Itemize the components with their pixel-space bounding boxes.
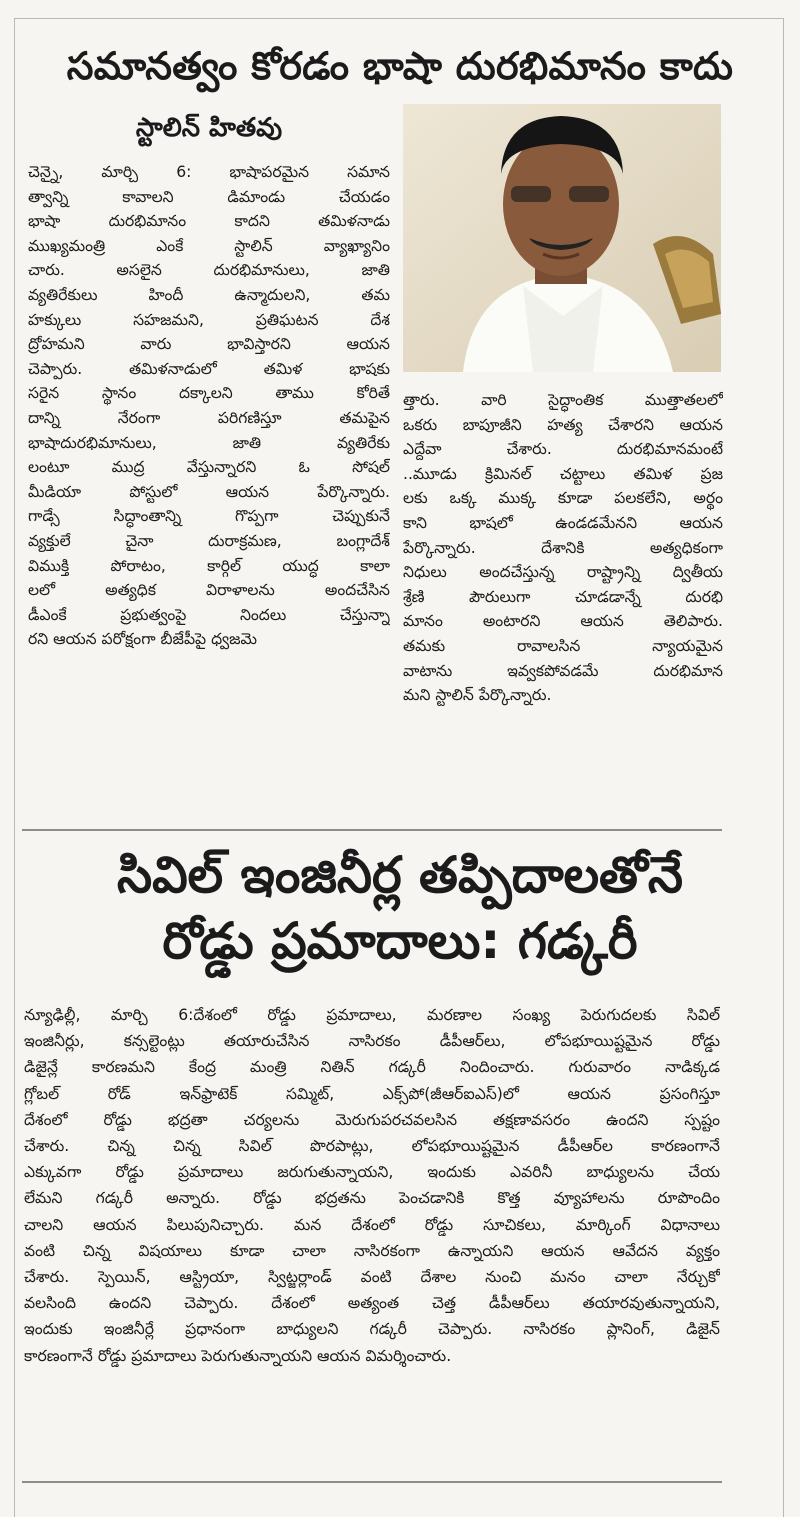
story1-text-line: చెన్నై, మార్చి 6: భాషాపరమైన సమాన xyxy=(28,163,390,181)
story1-column-2 xyxy=(403,388,723,708)
story1-text-line: గాడ్సే సిద్ధాంతాన్ని గొప్పగా చెప్పుకునే xyxy=(28,507,390,526)
story2-text-line: చేశారు. స్పెయిన్, ఆస్ట్రియా, స్విట్జర్లాండ్ వంటి దేశాల నుంచి మనం చాలా నేర్చుకో xyxy=(24,1268,720,1287)
story2-text-line: ఇందుకు ఇంజినీర్లే ప్రధానంగా బాధ్యులని గడ్కరీ చెప్పారు. నాసిరకం ప్లానింగ్, డిజైన్ xyxy=(24,1320,720,1339)
story1-text-line: ద్రోహమని వారు భావిస్తారని ఆయన xyxy=(28,335,390,354)
story2-text-line: గ్లోబల్ రోడ్ ఇన్‌ఫ్రాటెక్ సమ్మిట్, ఎక్స్‌పో(జీఆర్ఐఎస్)లో ఆయన ప్రసంగిస్తూ xyxy=(24,1084,720,1103)
story2-text-line: లేమని గడ్కరీ అన్నారు. రోడ్డు భద్రతను పెంచడానికి కొత్త వ్యూహాలను రూపొందిం xyxy=(24,1189,720,1208)
story1-text-line: శ్రేణి పౌరులుగా చూడడాన్నే దురభి xyxy=(403,587,723,606)
story1-headline: సమానత్వం కోరడం భాషా దురభిమానం కాదు xyxy=(66,44,734,88)
story1-text-line: విముక్తి పోరాటం, కార్గిల్ యుద్ధ కాలా xyxy=(28,556,390,575)
story1-text-line: వాటాను ఇవ్వకపోవడమే దురభిమాన xyxy=(403,661,723,680)
story1-subhead: స్టాలిన్ హితవు xyxy=(135,113,283,143)
portrait-photo-icon xyxy=(403,104,721,372)
story2-text-line: చాలని ఆయన పిలుపునిచ్చారు. మన దేశంలో రోడ్డు సూచికలు, మార్కింగ్ విధానాలు xyxy=(24,1215,720,1234)
story1-text-line: భాషాదురభిమానులు, జాతి వ్యతిరేకు xyxy=(28,433,390,452)
story1-text-line: ..మూడు క్రిమినల్ చట్టాలు తమిళ ప్రజ xyxy=(403,464,723,483)
story1-text-line: ముఖ్యమంత్రి ఎంకే స్టాలిన్ వ్యాఖ్యానిం xyxy=(28,236,390,255)
story2-text-line: ఎక్కువగా రోడ్డు ప్రమాదాలు జరుగుతున్నాయని, ఇందుకు ఎవరినీ బాధ్యులను చేయ xyxy=(24,1163,720,1182)
story1-text-line: మీడియా పోస్టులో ఆయన పేర్కొన్నారు. xyxy=(28,482,390,501)
story1-text-line: పేర్కొన్నారు. దేశానికి అత్యధికంగా xyxy=(403,538,723,557)
story1-text-line: వ్యక్తులే చైనా దురాక్రమణ, బంగ్లాదేశ్ xyxy=(28,531,390,550)
story1-text-line: ఒకరు బాపూజీని హత్య చేశారని ఆయన xyxy=(403,415,723,434)
story1-text-line: హక్కులు సహజమని, ప్రతిఘటన దేశ xyxy=(28,310,390,329)
story1-text-line: రని ఆయన పరోక్షంగా బీజేపీపై ధ్వజమె xyxy=(28,630,258,649)
story2-headline-line-2: రోడ్డు ప్రమాదాలు: గడ్కరీ xyxy=(162,912,638,970)
story2-text-line: చేశారు. చిన్న చిన్న సివిల్ పొరపాట్లు, లోపభూయిష్టమైన డీపీఆర్‌ల కారణంగానే xyxy=(24,1137,720,1156)
story1-text-line: కాని భాషలో ఉండడమేనని ఆయన xyxy=(403,513,723,532)
story1-text-line: మని స్టాలిన్ పేర్కొన్నారు. xyxy=(403,686,552,705)
story1-text-line: చెప్పారు. తమిళనాడులో తమిళ భాషకు xyxy=(28,359,390,378)
story1-text-line: దాన్ని నేరంగా పరిగణిస్తూ తమపైన xyxy=(28,408,390,427)
story1-text-line: వ్యతిరేకులు హిందీ ఉన్మాదులని, తమ xyxy=(28,285,390,304)
story1-text-line: డీఎంకే ప్రభుత్వంపై నిందలు చేస్తున్నా xyxy=(28,605,390,624)
story1-column-1 xyxy=(28,160,390,652)
story1-text-line: లంటూ ముద్ర వేస్తున్నారని ఓ సోషల్ xyxy=(28,458,390,477)
story1-text-line: లకు ఒక్క ముక్క కూడా పలకలేని, అర్థం xyxy=(403,489,723,508)
story2-text-line: వంటి చిన్న విషయాలు కూడా చాలా నాసిరకంగా ఉన్నాయని ఆయన ఆవేదన వ్యక్తం xyxy=(24,1241,720,1260)
story2-text-line: కారణంగానే రోడ్డు ప్రమాదాలు పెరుగుతున్నాయని ఆయన విమర్శించారు. xyxy=(24,1346,452,1365)
story1-text-line: ఎద్దేవా చేశారు. దురభిమానమంటే xyxy=(403,440,723,459)
story1-text-line: తమకు రావాలసిన న్యాయమైన xyxy=(403,636,723,655)
story1-text-line: లలో అత్యధిక విరాళాలను అందచేసిన xyxy=(28,581,390,600)
next-story-headline-cut xyxy=(24,1497,744,1517)
frame-border-right xyxy=(783,18,784,1517)
story2-headline xyxy=(24,842,776,974)
story2-headline-line-1: సివిల్ ఇంజినీర్ల తప్పిదాలతోనే xyxy=(117,846,683,904)
story1-text-line: మానం అంటారని ఆయన తెలిపారు. xyxy=(403,612,723,631)
story2-text-line: న్యూఢిల్లీ, మార్చి 6:దేశంలో రోడ్డు ప్రమాదాలు, మరణాల సంఖ్య పెరుగుదలకు సివిల్ xyxy=(24,1006,720,1024)
story2-text-line: ఇంజినీర్లు, కన్సల్టెంట్లు తయారుచేసిన నాసిరకం డీపీఆర్‌లు, లోపభూయిష్టమైన రోడ్డు xyxy=(24,1032,720,1051)
story2-text-line: డిజైన్లే కారణమని కేంద్ర మంత్రి నితిన్ గడ్కరీ నిందించారు. గురువారం నాడిక్కడ xyxy=(24,1058,720,1077)
story1-text-line: భాషా దురభిమానం కాదని తమిళనాడు xyxy=(28,212,390,231)
story1-text-line: త్తారు. వారి సైద్ధాంతిక ముత్తాతలలో xyxy=(403,391,723,409)
story1-text-line: త్వాన్ని కావాలని డిమాండు చేయడం xyxy=(28,187,390,206)
story1-text-line: నిధులు అందచేస్తున్న రాష్ట్రాన్ని ద్వితీయ xyxy=(403,563,723,582)
story2-text-line: దేశంలో రోడ్డు భద్రతా చర్యలను మెరుగుపరచవలసిన తక్షణావసరం ఉందని స్పష్టం xyxy=(24,1110,720,1129)
story1-text-line: చారు. అసలైన దురభిమానులు, జాతి xyxy=(28,261,390,280)
frame-border-left xyxy=(14,18,15,1517)
story2-body xyxy=(24,1002,720,1369)
story1-text-line: సరైన స్థానం దక్కాలని తాము కోరితే xyxy=(28,384,390,403)
story2-text-line: వలసింది ఉందని చెప్పారు. దేశంలో అత్యంత చెత్త డీపీఆర్‌లు తయారవుతున్నాయని, xyxy=(24,1294,720,1313)
story1-photo xyxy=(403,104,721,372)
frame-border-top xyxy=(14,18,784,19)
section-divider xyxy=(22,1481,722,1483)
section-divider xyxy=(22,829,722,831)
